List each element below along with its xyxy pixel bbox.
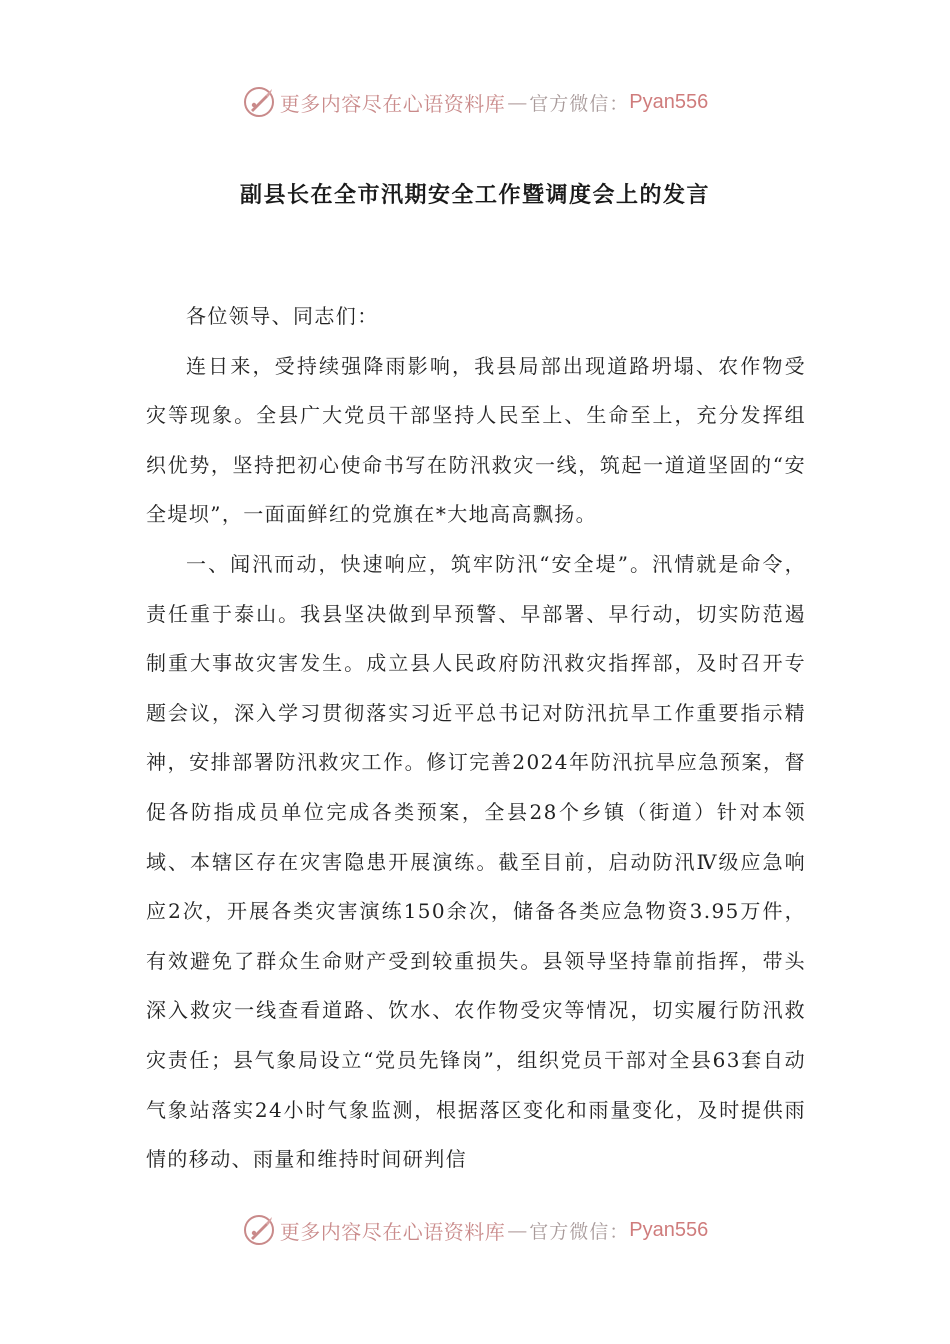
quill-logo-icon <box>242 1213 276 1247</box>
watermark-wechat-id: Pyan556 <box>629 90 709 113</box>
watermark-header <box>0 82 950 122</box>
section-one-paragraph: 一、闻汛而动，快速响应，筑牢防汛“安全堤”。汛情就是命令，责任重于泰山。我县坚决做到早预警、早部署、早行动，切实防范遏制重大事故灾害发生。成立县人民政府防汛救灾指挥部，及时召开专题会议，深入学习贯彻落实习近平总书记对防汛抗旱工作重要指示精神，安排部署防汛救灾工作。修订完善2024年防汛抗旱应急预案，督促各防指成员单位完成各类预案，全县28个乡镇（街道）针对本领域、本辖区存在灾害隐患开展演练。截至目前，启动防汛Ⅳ级应急响应2次，开展各类灾害演练150余次，储备各类应急物资3.95万件，有效避免了群众生命财产受到较重损失。县领导坚持靠前指挥，带头深入救灾一线查看道路、饮水、农作物受灾等情况，切实履行防汛救灾责任；县气象局设立“党员先锋岗”，组织党员干部对全县63套自动气象站落实24小时气象监测，根据落区变化和雨量变化，及时提供雨情的移动、雨量和维持时间研判信 <box>146 551 806 1172</box>
document-body <box>146 292 806 1185</box>
intro-paragraph: 连日来，受持续强降雨影响，我县局部出现道路坍塌、农作物受灾等现象。全县广大党员干部坚持人民至上、生命至上，充分发挥组织优势，坚持把初心使命书写在防汛救灾一线，筑起一道道坚固的“安全堤坝”，一面面鲜红的党旗在*大地高高飘扬。 <box>146 353 806 527</box>
watermark-main-text: 更多内容尽在心语资料库 <box>279 91 506 116</box>
watermark-wechat-label: 官方微信： <box>529 92 630 115</box>
watermark-footer <box>0 1210 950 1250</box>
document-title: 副县长在全市汛期安全工作暨调度会上的发言 <box>239 183 710 208</box>
watermark-wechat-id: Pyan556 <box>629 1218 709 1241</box>
watermark-separator: — <box>507 90 528 114</box>
salutation-paragraph: 各位领导、同志们： <box>186 304 379 328</box>
quill-logo-icon <box>242 85 276 119</box>
watermark-wechat-label: 官方微信： <box>529 1220 630 1243</box>
watermark-main-text: 更多内容尽在心语资料库 <box>279 1219 506 1244</box>
watermark-separator: — <box>507 1218 528 1242</box>
